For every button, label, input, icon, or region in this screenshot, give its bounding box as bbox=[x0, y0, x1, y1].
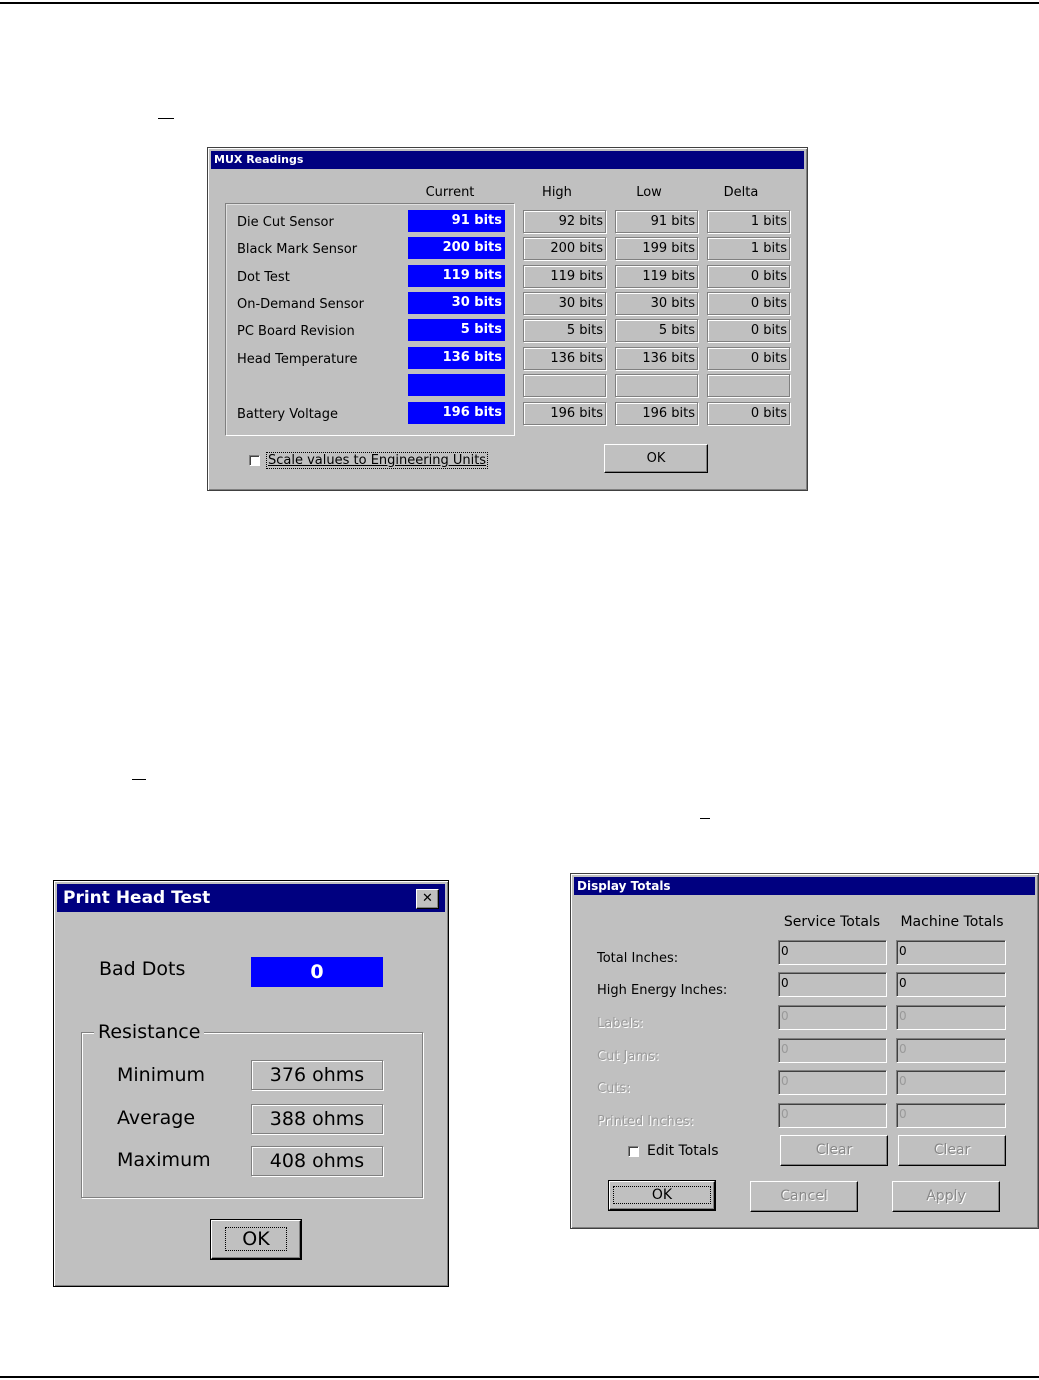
print-head-ok-label: OK bbox=[225, 1227, 286, 1251]
mux-current-value: 200 bits bbox=[408, 237, 505, 259]
display-totals-dialog bbox=[570, 873, 1039, 1229]
mux-low-value: 199 bits bbox=[615, 237, 698, 260]
mux-current-value: 91 bits bbox=[408, 210, 505, 232]
mux-row-label: Black Mark Sensor bbox=[237, 242, 358, 257]
mux-row-label: Battery Voltage bbox=[237, 407, 339, 422]
print-head-test-dialog bbox=[53, 880, 449, 1287]
machine-total-field[interactable]: 0 bbox=[896, 1103, 1006, 1128]
mux-row-label: Head Temperature bbox=[237, 352, 358, 367]
mux-low-value bbox=[615, 374, 698, 397]
machine-total-field[interactable]: 0 bbox=[896, 972, 1006, 997]
underline-mark bbox=[158, 118, 174, 119]
mux-delta-value: 1 bits bbox=[707, 237, 790, 260]
totals-row-label: Cuts: bbox=[597, 1081, 631, 1096]
machine-total-field[interactable]: 0 bbox=[896, 1005, 1006, 1030]
print-head-title-bar[interactable] bbox=[57, 884, 445, 912]
machine-total-field[interactable]: 0 bbox=[896, 1070, 1006, 1095]
header-high: High bbox=[542, 185, 572, 200]
mux-high-value bbox=[523, 374, 606, 397]
totals-row-label: Printed Inches: bbox=[597, 1114, 694, 1129]
mux-delta-value: 0 bits bbox=[707, 402, 790, 425]
service-total-field[interactable]: 0 bbox=[778, 1070, 887, 1095]
totals-ok-label: OK bbox=[613, 1186, 711, 1204]
mux-high-value: 30 bits bbox=[523, 292, 606, 315]
mux-readings-dialog bbox=[207, 147, 808, 491]
mux-row-label: On-Demand Sensor bbox=[237, 297, 364, 312]
mux-current-value: 136 bits bbox=[408, 347, 505, 369]
mux-high-value: 119 bits bbox=[523, 265, 606, 288]
scale-values-label[interactable]: Scale values to Engineering Units bbox=[268, 453, 487, 468]
mux-title-bar[interactable] bbox=[211, 151, 804, 169]
mux-delta-value: 0 bits bbox=[707, 347, 790, 370]
header-current: Current bbox=[425, 185, 475, 200]
close-button[interactable] bbox=[416, 889, 439, 909]
totals-row-label: Total Inches: bbox=[597, 951, 679, 966]
bad-dots-value: 0 bbox=[251, 957, 383, 987]
service-total-field[interactable]: 0 bbox=[778, 1005, 887, 1030]
print-head-ok-button[interactable] bbox=[211, 1220, 301, 1259]
mux-high-value: 92 bits bbox=[523, 210, 606, 233]
totals-row-label: Labels: bbox=[597, 1016, 644, 1031]
mux-low-value: 91 bits bbox=[615, 210, 698, 233]
service-total-field[interactable]: 0 bbox=[778, 1038, 887, 1063]
totals-title-bar[interactable] bbox=[574, 877, 1035, 895]
underline-mark bbox=[132, 779, 146, 780]
bad-dots-label: Bad Dots bbox=[99, 958, 186, 980]
mux-high-value: 136 bits bbox=[523, 347, 606, 370]
machine-total-field[interactable]: 0 bbox=[896, 940, 1006, 965]
mux-high-value: 200 bits bbox=[523, 237, 606, 260]
close-icon: ✕ bbox=[422, 891, 433, 906]
mux-delta-value: 0 bits bbox=[707, 319, 790, 342]
edit-totals-label[interactable]: Edit Totals bbox=[647, 1143, 719, 1159]
header-low: Low bbox=[636, 185, 662, 200]
maximum-label: Maximum bbox=[117, 1149, 211, 1171]
cancel-button[interactable]: Cancel bbox=[750, 1181, 858, 1212]
mux-low-value: 5 bits bbox=[615, 319, 698, 342]
apply-button[interactable]: Apply bbox=[892, 1181, 1000, 1212]
totals-ok-button[interactable] bbox=[609, 1181, 715, 1210]
mux-current-value: 5 bits bbox=[408, 319, 505, 341]
mux-low-value: 136 bits bbox=[615, 347, 698, 370]
average-label: Average bbox=[117, 1107, 196, 1129]
service-total-field[interactable]: 0 bbox=[778, 972, 887, 997]
service-total-field[interactable]: 0 bbox=[778, 1103, 887, 1128]
average-value: 388 ohms bbox=[251, 1104, 383, 1134]
service-totals-header: Service Totals bbox=[783, 914, 881, 930]
bottom-rule bbox=[0, 1376, 1039, 1378]
minimum-value: 376 ohms bbox=[251, 1060, 383, 1090]
totals-row-label: Cut Jams: bbox=[597, 1049, 660, 1064]
mux-delta-value: 0 bits bbox=[707, 292, 790, 315]
mux-delta-value: 1 bits bbox=[707, 210, 790, 233]
machine-total-field[interactable]: 0 bbox=[896, 1038, 1006, 1063]
print-head-title: Print Head Test bbox=[63, 888, 211, 908]
mux-low-value: 196 bits bbox=[615, 402, 698, 425]
mux-current-value: 196 bits bbox=[408, 402, 505, 424]
service-total-field[interactable]: 0 bbox=[778, 940, 887, 965]
header-delta: Delta bbox=[723, 185, 759, 200]
resistance-group-title: Resistance bbox=[94, 1021, 204, 1043]
edit-totals-checkbox[interactable] bbox=[628, 1146, 639, 1157]
mux-row-label: PC Board Revision bbox=[237, 324, 355, 339]
machine-totals-header: Machine Totals bbox=[900, 914, 1004, 930]
mux-row-label: Die Cut Sensor bbox=[237, 215, 334, 230]
top-rule bbox=[0, 2, 1039, 4]
clear-service-button[interactable]: Clear bbox=[780, 1135, 888, 1166]
mux-current-value bbox=[408, 374, 505, 396]
mux-high-value: 5 bits bbox=[523, 319, 606, 342]
mux-ok-button[interactable]: OK bbox=[604, 444, 708, 473]
totals-row-label: High Energy Inches: bbox=[597, 983, 728, 998]
mux-high-value: 196 bits bbox=[523, 402, 606, 425]
clear-machine-button[interactable]: Clear bbox=[898, 1135, 1006, 1166]
mux-current-value: 119 bits bbox=[408, 265, 505, 287]
mux-low-value: 30 bits bbox=[615, 292, 698, 315]
maximum-value: 408 ohms bbox=[251, 1146, 383, 1176]
minimum-label: Minimum bbox=[117, 1064, 206, 1086]
mux-title: MUX Readings bbox=[214, 153, 304, 166]
mux-delta-value bbox=[707, 374, 790, 397]
mux-current-value: 30 bits bbox=[408, 292, 505, 314]
totals-title: Display Totals bbox=[577, 879, 671, 893]
underline-mark bbox=[700, 818, 710, 819]
mux-low-value: 119 bits bbox=[615, 265, 698, 288]
scale-values-checkbox[interactable] bbox=[249, 455, 260, 466]
mux-delta-value: 0 bits bbox=[707, 265, 790, 288]
mux-row-label: Dot Test bbox=[237, 270, 290, 285]
